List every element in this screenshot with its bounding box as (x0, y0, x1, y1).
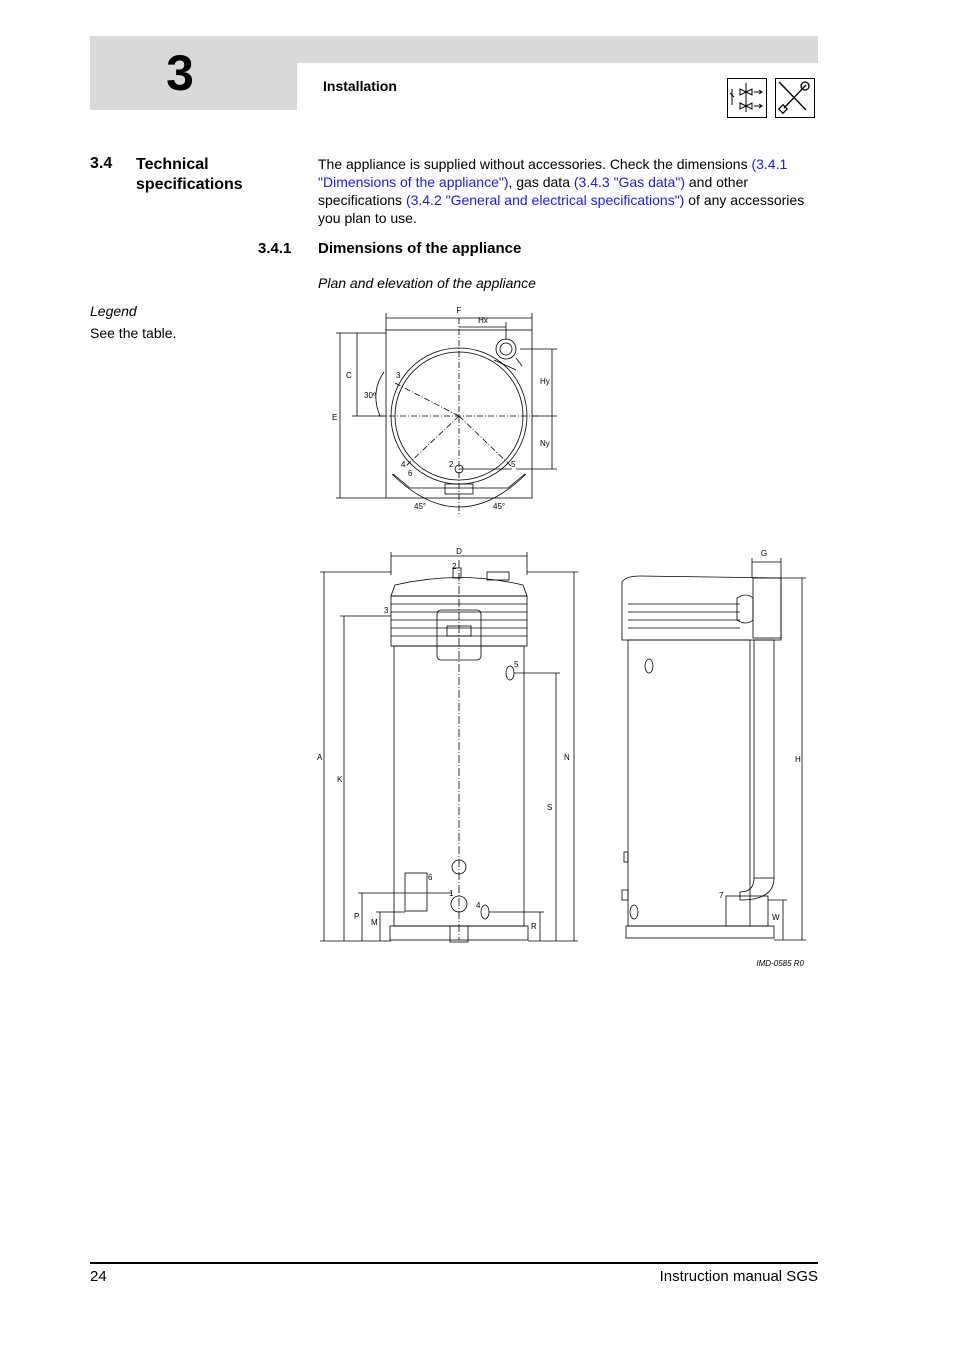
dim-label-k: K (337, 775, 343, 784)
subsection-title: Dimensions of the appliance (318, 240, 522, 257)
plan-point-4: 4 (401, 460, 406, 469)
figure-caption: Plan and elevation of the appliance (318, 275, 536, 291)
dim-label-f: F (456, 306, 462, 315)
section-title: Technical specifications (136, 156, 243, 193)
front-point-3: 3 (384, 606, 389, 615)
angle-label-45-left: 45° (414, 502, 427, 511)
intro-text-4: of any accessories you plan to use. (318, 192, 805, 226)
dim-label-p: P (354, 912, 360, 921)
front-point-4: 4 (476, 901, 481, 910)
page-number: 24 (90, 1268, 107, 1285)
dim-label-e: E (332, 413, 338, 422)
dim-label-hx: Hx (478, 316, 488, 325)
front-point-6: 6 (428, 873, 433, 882)
legend-text: See the table. (90, 325, 177, 341)
plan-point-6: 6 (408, 469, 413, 478)
chapter-number: 3 (166, 45, 194, 101)
section-number: 3.4 (90, 155, 113, 172)
dim-label-h: H (795, 755, 801, 764)
front-point-1: 1 (449, 889, 454, 898)
dim-label-a: A (317, 753, 323, 762)
figure-ref-code: IMD-0585 R0 (756, 959, 804, 968)
front-point-5: 5 (514, 660, 519, 669)
intro-text-2: , gas data (508, 174, 574, 190)
plan-point-2: 2 (449, 460, 454, 469)
chapter-title: Installation (323, 78, 397, 94)
side-point-7: 7 (719, 891, 724, 900)
subsection-number: 3.4.1 (258, 240, 292, 257)
intro-text-3: and other specifications (318, 174, 749, 208)
dim-label-s: S (547, 803, 553, 812)
front-point-2: 2 (452, 562, 457, 571)
dim-label-r: R (531, 922, 537, 931)
dim-label-c: C (346, 371, 352, 380)
plan-point-3: 3 (396, 371, 401, 380)
link-gas-data[interactable]: (3.4.3 "Gas data") (573, 174, 685, 190)
intro-text-1: The appliance is supplied without accessories. Check the dimensions (318, 156, 752, 172)
dim-label-m: M (371, 918, 378, 927)
legend-heading: Legend (90, 303, 137, 319)
dim-label-ny: Ny (540, 439, 550, 448)
dim-label-g: G (760, 549, 768, 558)
angle-label-45-right: 45° (493, 502, 506, 511)
link-general-specs[interactable]: (3.4.2 "General and electrical specifications") (405, 192, 685, 208)
dim-label-d: D (456, 547, 462, 556)
dim-label-n: N (564, 753, 570, 762)
footer-rule (90, 1262, 818, 1264)
plan-point-5: 5 (511, 460, 516, 469)
dim-label-hy: Hy (540, 377, 550, 386)
manual-title: Instruction manual SGS (659, 1268, 818, 1285)
angle-label-30: 30º (364, 391, 376, 400)
dim-label-w: W (772, 913, 780, 922)
link-dimensions[interactable]: (3.4.1 "Dimensions of the appliance") (318, 156, 788, 190)
